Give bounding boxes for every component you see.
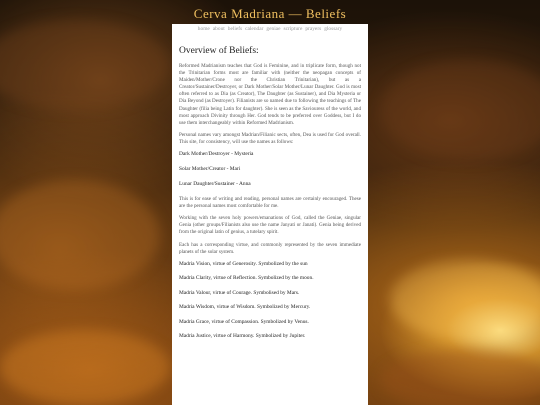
nav-link-scripture[interactable]: scripture	[283, 26, 303, 32]
page-heading: Overview of Beliefs:	[179, 46, 259, 56]
background-cloud	[380, 60, 540, 160]
virtues-intro-paragraph: Each has a corresponding virtue, and commonly represented by the seven immediate planets of the solar system.	[179, 241, 361, 255]
names-intro-paragraph: Personal names vary amongst Madrian/Filianic sects, often, Dea is used for God overall. This site, for consistency, will use the names as follows:	[179, 131, 361, 145]
nav-link-glossary[interactable]: glossary	[324, 26, 343, 32]
virtue-item: Madria Grace, virtue of Compassion. Symbolized by Venus.	[179, 318, 309, 325]
content-panel	[172, 24, 368, 405]
intro-paragraph: Reformed Madrianism teaches that God is Feminine, and in triplicate form, though not the Trinitarian forms most are familiar with (neither the neopagan concepts of Maiden/Mother/Crone nor the Christian Trinitarian), but as a Creator/Sustainer/Destroyer, or Dark Mother/Solar Mother/Lunar Daughter. God is most often referred to as Dia (as Creator), The Daughter (as Sustainer), and Dia Mysteria or Dia Beyond (as Destroyer). Filianists are so named due to following the teachings of The Daughter (filia being Latin for daughter). She is seen as the Saviouress of the world, and most approach Divinity through Her. God tends to be preferred over Goddess, but I do use them interchangeably within Reformed Madrianism.	[179, 63, 361, 126]
nav-link-geniae[interactable]: geniae	[266, 26, 281, 32]
names-note-paragraph: This is for ease of writing and reading, personal names are certainly encouraged. These are the personal names most comfortable for me.	[179, 196, 361, 210]
site-title: Cerva Madriana — Beliefs	[193, 6, 347, 21]
background-cloud	[0, 330, 170, 405]
virtue-item: Madria Vision, virtue of Generosity. Symbolized by the sun	[179, 260, 308, 267]
article	[172, 32, 368, 340]
background-cloud	[390, 260, 540, 340]
virtue-item: Madria Valour, virtue of Courage. Symbolised by Mars.	[179, 289, 300, 296]
nav-link-home[interactable]: home	[197, 26, 210, 32]
name-item: Lunar Daughter/Sustainer - Anna	[179, 181, 251, 188]
nav-link-calendar[interactable]: calendar	[245, 26, 264, 32]
virtue-item: Madria Justice, virtue of Harmony. Symbolized by Jupiter.	[179, 333, 306, 340]
background-cloud	[0, 20, 170, 110]
main-nav	[172, 24, 368, 32]
nav-link-about[interactable]: about	[212, 26, 225, 32]
geniae-intro-paragraph: Working with the seven holy powers/emanations of God, called the Geniae, singular Genia (other groups/Filianists also use the name Janyati or Janati). Genia being derived from the original latin of genius, a tutelary spirit.	[179, 215, 361, 236]
background-cloud	[0, 180, 160, 290]
nav-link-beliefs[interactable]: beliefs	[227, 26, 243, 32]
background-cloud	[380, 350, 540, 405]
virtue-item: Madria Wisdom, virtue of Wisdom. Symbolized by Mercury.	[179, 304, 311, 311]
name-item: Dark Mother/Destroyer - Mysteria	[179, 151, 254, 158]
virtue-item: Madria Clarity, virtue of Reflection. Symbolized by the moon.	[179, 275, 314, 282]
name-item: Solar Mother/Creator - Mari	[179, 166, 241, 173]
nav-link-prayers[interactable]: prayers	[305, 26, 322, 32]
